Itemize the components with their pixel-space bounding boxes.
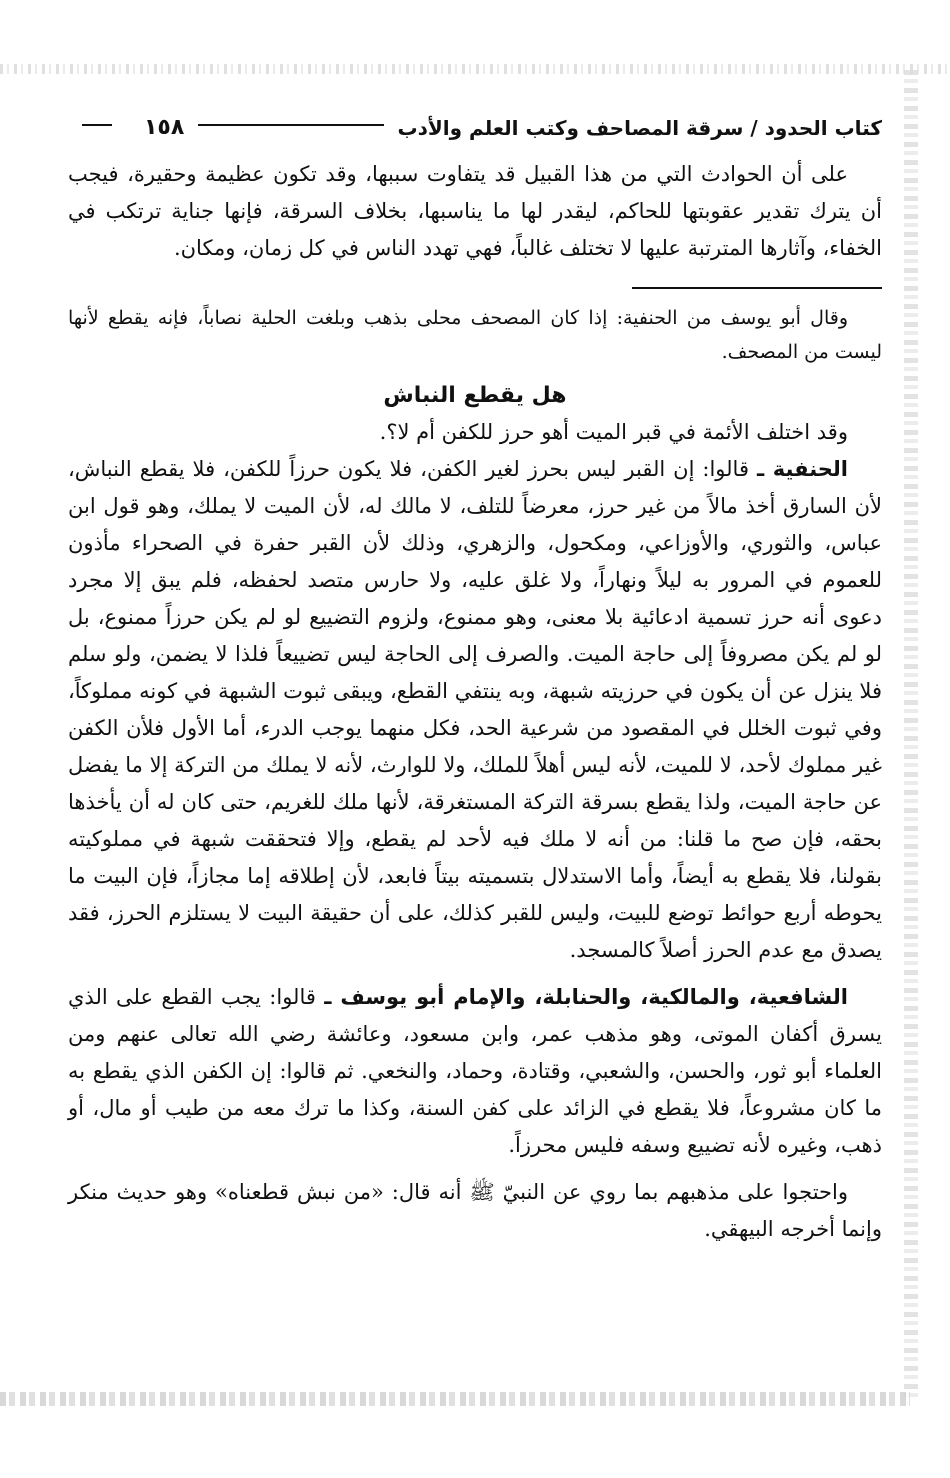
hanafi-text: قالوا: إن القبر ليس بحرز لغير الكفن، فلا يكون حرزاً للكفن، فلا يقطع النباش، لأن السارق أخذ مالاً من غير حرز، معرضاً للتلف، لا مالك له، لأن الميت لا يملك، وهو قول ابن عباس، والثوري، والأوزاعي، ومكحول، والزهري، وذلك لأن القبر حفرة في الصحراء مأذون للعموم في المرور به ليلاً ونهاراً، ولا غلق عليه، ولا حارس متصد لحفظه، فلم يبق إلا مجرد دعوى أنه حرز تسمية ادعائية بلا معنى، وهو ممنوع، ولزوم التضييع لو لم يكن حرزاً ممنوع، بل لو لم يكن مصروفاً إلى حاجة الميت. والصرف إلى الحاجة ليس تضييعاً فلذا لا يضمن، ولو سلم فلا ينزل عن أن يكون في حرزيته شبهة، وبه ينتفي القطع، ويبقى ثبوت الشبهة في كونه مملوكاً، وفي ثبوت الخلل في المقصود من شرعية الحد، فكل منهما يوجب الدرء، أما الأول فلأن الكفن غير مملوك لأحد، لا للميت، لأنه ليس أهلاً للملك، ولا للوارث، لأنه لا يملك من التركة إلا ما يفضل عن حاجة الميت، ولذا يقطع بسرقة التركة المستغرقة، لأنها ملك للغريم، حتى كان له أن يأخذها بحقه، فإن صح ما قلنا: من أنه لا ملك فيه لأحد لم يقطع، وإلا فتحققت شبهة في مملوكيته بقولنا، فلا يقطع به أيضاً، وأما الاستدلال بتسميته بيتاً فابعد، لأن إطلاقه إما مجازاً، فإن البيت ما يحوطه أربع حوائط توضع للبيت، وليس للقبر كذلك، على أن حقيقة البيت لا يستلزم الحرز، فقد يصدق مع عدم الحرز أصلاً كالمسجد.	[68, 457, 882, 962]
scan-border-top	[0, 64, 950, 74]
shafii-paragraph	[68, 979, 882, 1164]
shafii-text: قالوا: يجب القطع على الذي يسرق أكفان الموتى، وهو مذهب عمر، وابن مسعود، وعائشة رضي الله تعالى عنهم ومن العلماء أبو ثور، والحسن، والشعبي، وقتادة، وحماد، والنخعي. ثم قالوا: إن الكفن الذي يقطع به ما كان مشروعاً، فلا يقطع في الزائد على كفن السنة، وكذا ما ترك معه من طيب أو مال، أو ذهب، وغيره لأنه تضييع وسفه فليس محرزاً.	[68, 985, 882, 1157]
page-header	[68, 100, 882, 140]
question-paragraph: وقد اختلف الأئمة في قبر الميت أهو حرز للكفن أم لا؟.	[379, 420, 848, 444]
running-title: كتاب الحدود / سرقة المصاحف وكتب العلم والأدب	[397, 116, 882, 140]
header-rule	[198, 124, 383, 126]
hanafi-lead: الحنفية ـ	[756, 457, 848, 481]
footnote-separator	[632, 287, 882, 289]
hanafi-paragraph	[68, 451, 882, 969]
section-title: هل يقطع النباش	[383, 383, 567, 408]
scan-border-bottom	[0, 1392, 910, 1406]
paragraph-gap-2	[68, 1164, 882, 1174]
header-rule-end	[82, 124, 112, 126]
paragraph-gap	[68, 969, 882, 979]
book-page	[68, 100, 882, 1390]
footnote-paragraph: وقال أبو يوسف من الحنفية: إذا كان المصحف محلى بذهب وبلغت الحلية نصاباً، فإنه يقطع لأنها ليست من المصحف.	[68, 307, 882, 363]
closing-paragraph: واحتجوا على مذهبهم بما روي عن النبيّ ﷺ أنه قال: «من نبش قطعناه» وهو حديث منكر وإنما أخرجه البيهقي.	[68, 1180, 882, 1241]
scan-border-right	[904, 70, 918, 1400]
page-number: ١٥٨	[144, 115, 185, 140]
intro-paragraph: على أن الحوادث التي من هذا القبيل قد يتفاوت سببها، وقد تكون عظيمة وحقيرة، فيجب أن يترك تقدير عقوبتها للحاكم، ليقدر لها ما يناسبها، بخلاف السرقة، فإنها جناية ترتكب في الخفاء، وآثارها المترتبة عليها لا تختلف غالباً، فهي تهدد الناس في كل زمان، ومكان.	[68, 162, 882, 260]
shafii-lead: الشافعية، والمالكية، والحنابلة، والإمام أبو يوسف ـ	[324, 985, 848, 1009]
